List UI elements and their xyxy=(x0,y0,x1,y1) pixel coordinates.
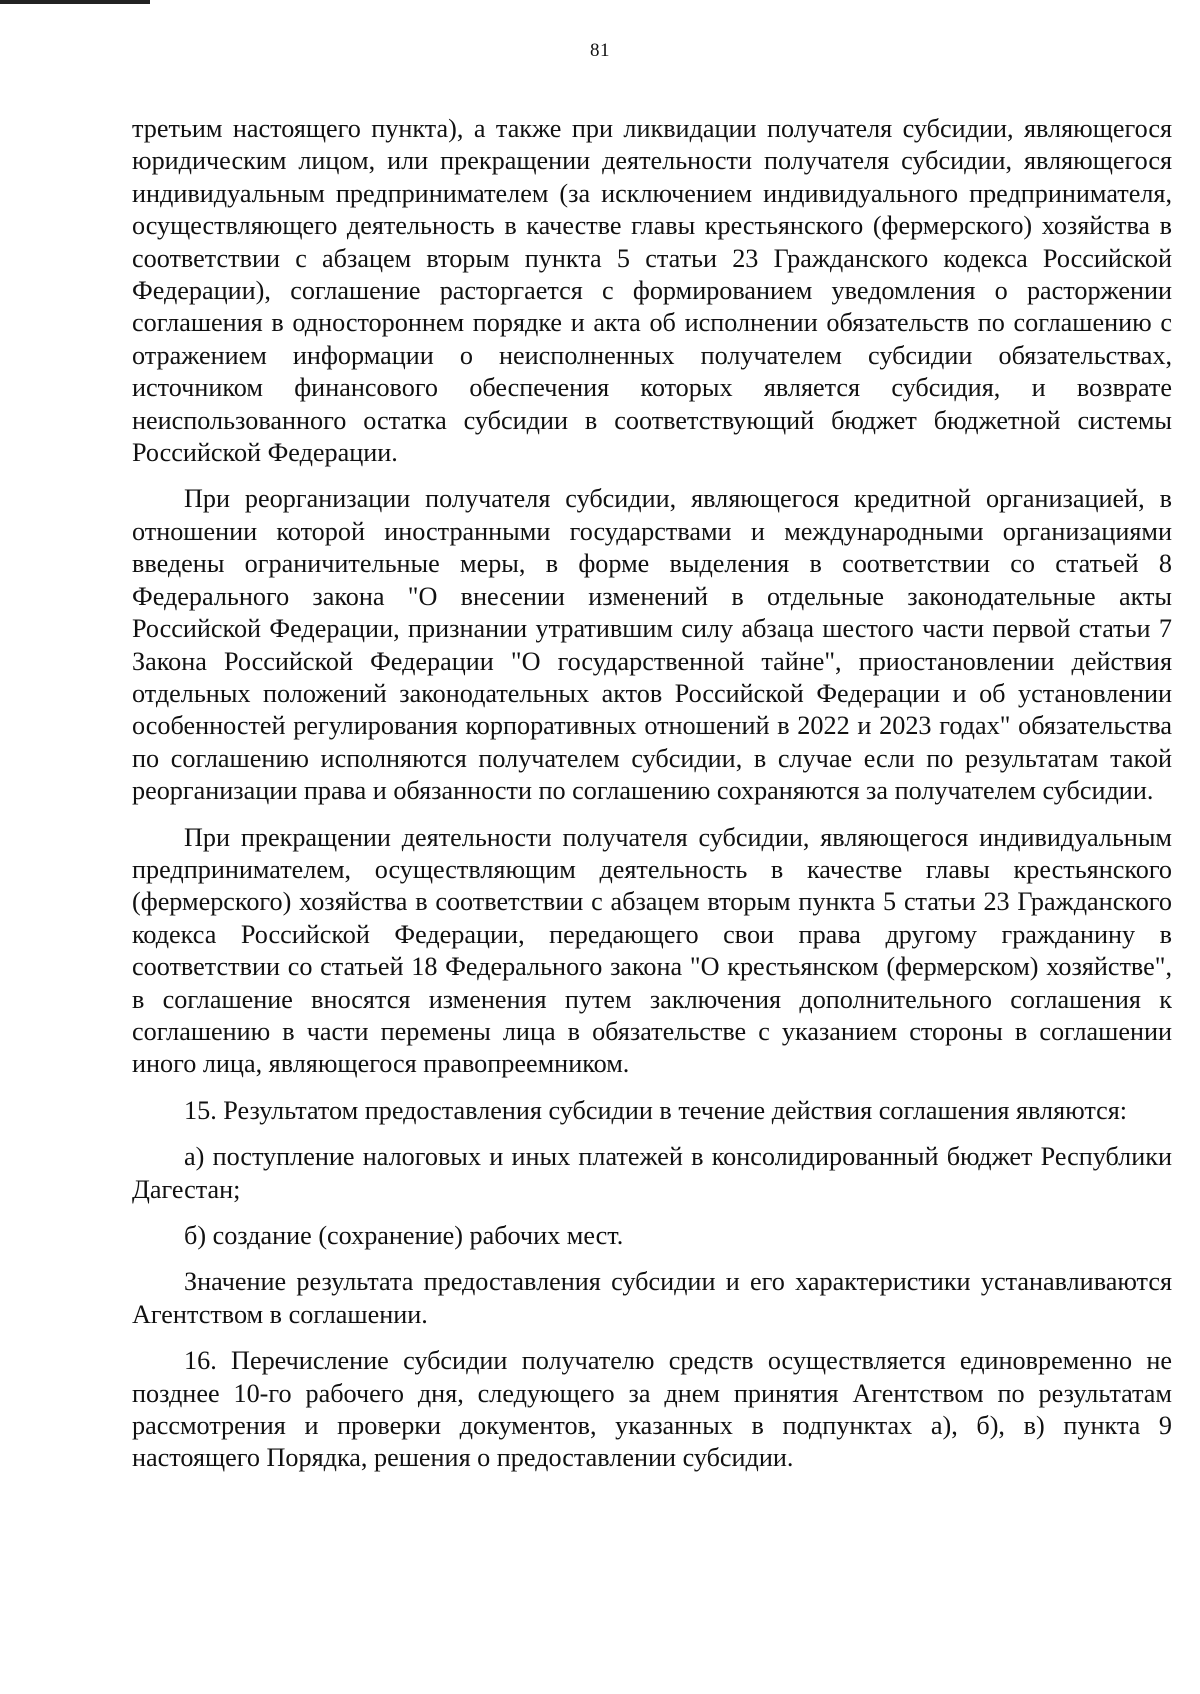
paragraph-continuation: третьим настоящего пункта), а также при ликвидации получателя субсидии, являющегося юридическим лицом, или прекращении деятельности получателя субсидии, являющегося индивидуальным предпринимателем (за исключением индивидуального предпринимателя, осуществляющего деятельность в качестве главы крестьянского (фермерского) хозяйства в соответствии с абзацем вторым пункта 5 статьи 23 Гражданского кодекса Российской Федерации), соглашение расторгается с формированием уведомления о расторжении соглашения в одностороннем порядке и акта об исполнении обязательств по соглашению с отражением информации о неисполненных получателем субсидии обязательствах, источником финансового обеспечения которых является субсидия, и возврате неиспользованного остатка субсидии в соответствующий бюджет бюджетной системы Российской Федерации. xyxy=(132,114,1172,468)
paragraph-termination: При прекращении деятельности получателя субсидии, являющегося индивидуальным предпринимателем, осуществляющим деятельность в качестве главы крестьянского (фермерского) хозяйства в соответствии с абзацем вторым пункта 5 статьи 23 Гражданского кодекса Российской Федерации, передающего свои права другому гражданину в соответствии со статьей 18 Федерального закона "О крестьянском (фермерском) хозяйстве", в соглашение вносятся изменения путем заключения дополнительного соглашения к соглашению в части перемены лица в обязательстве с указанием стороны в соглашении иного лица, являющегося правопреемником. xyxy=(132,822,1172,1079)
document-body xyxy=(132,113,1172,1475)
paragraph-reorganization: При реорганизации получателя субсидии, являющегося кредитной организацией, в отношении которой иностранными государствами и международными организациями введены ограничительные меры, в форме выделения в соответствии со статьей 8 Федерального закона "О внесении изменений в отдельные законодательные акты Российской Федерации, признании утратившим силу абзаца шестого части первой статьи 7 Закона Российской Федерации "О государственной тайне", приостановлении действия отдельных положений законодательных актов Российской Федерации и об установлении особенностей регулирования корпоративных отношений в 2022 и 2023 годах" обязательства по соглашению исполняются получателем субсидии, в случае если по результатам такой реорганизации права и обязанности по соглашению сохраняются за получателем субсидии. xyxy=(132,484,1172,806)
page-number: 81 xyxy=(590,40,610,61)
paragraph-subitem-a: а) поступление налоговых и иных платежей в консолидированный бюджет Республики Дагестан; xyxy=(132,1142,1172,1204)
paragraph-item-16: 16. Перечисление субсидии получателю средств осуществляется единовременно не позднее 10-го рабочего дня, следующего за днем принятия Агентством по результатам рассмотрения и проверки документов, указанных в подпунктах а), б), в) пункта 9 настоящего Порядка, решения о предоставлении субсидии. xyxy=(132,1346,1172,1473)
paragraph-result-value: Значение результата предоставления субсидии и его характеристики устанавливаются Агентством в соглашении. xyxy=(132,1267,1172,1329)
paragraph-subitem-b: б) создание (сохранение) рабочих мест. xyxy=(184,1221,624,1250)
scan-edge-mark xyxy=(0,0,150,4)
paragraph-item-15: 15. Результатом предоставления субсидии в течение действия соглашения являются: xyxy=(184,1095,1128,1125)
